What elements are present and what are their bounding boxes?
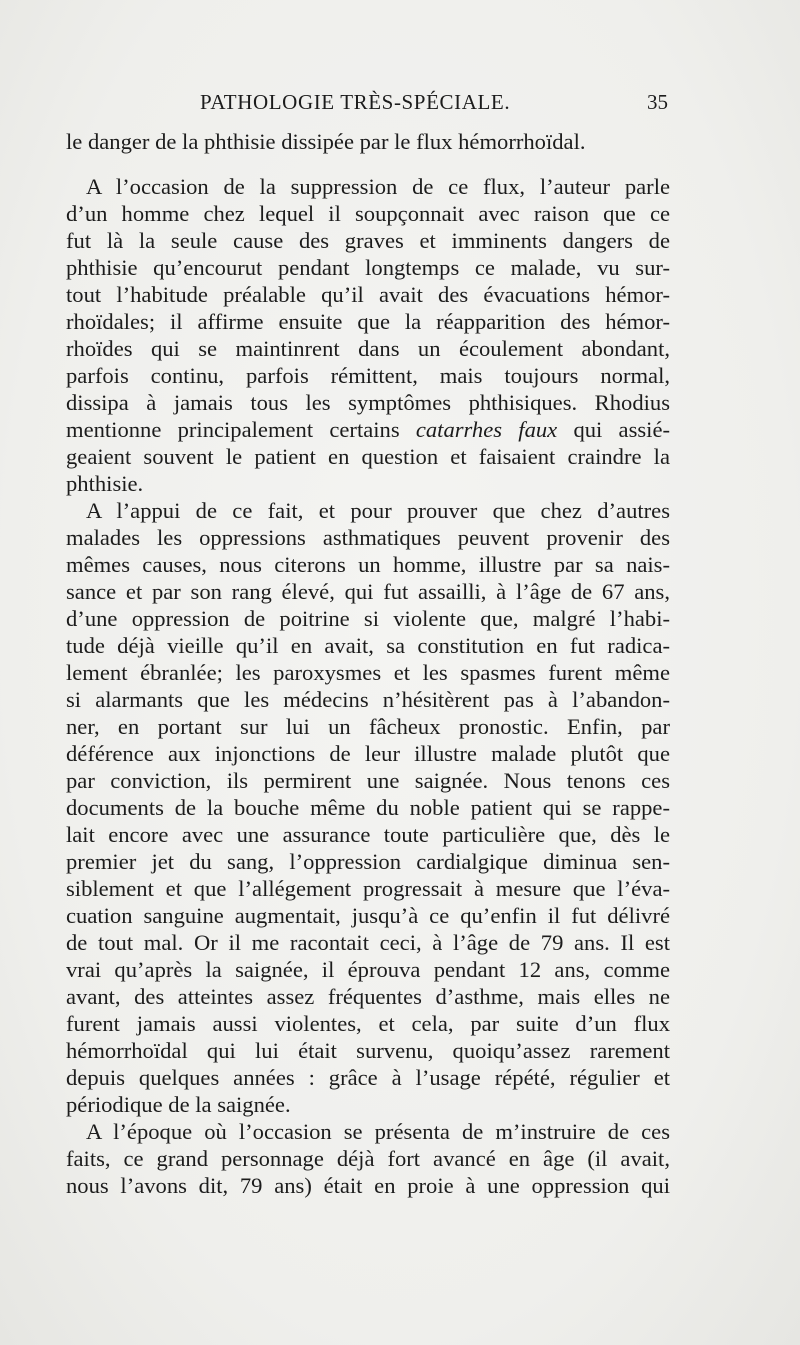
text-line: premier jet du sang, l’oppression cardialgique diminua sen- [66, 849, 670, 874]
text-line: phthisie qu’encourut pendant longtemps ce malade, vu sur- [66, 255, 670, 280]
text-line: A l’époque où l’occasion se présenta de m’instruire de ces [86, 1119, 670, 1144]
text-line: parfois continu, parfois rémittent, mais toujours normal, [66, 363, 670, 388]
text-line: hémorrhoïdal qui lui était survenu, quoiqu’assez rarement [66, 1038, 670, 1063]
text-line: nous l’avons dit, 79 ans) était en proie à une oppression qui [66, 1173, 670, 1198]
text-line: malades les oppressions asthmatiques peuvent provenir des [66, 525, 670, 550]
text-line: fut là la seule cause des graves et imminents dangers de [66, 228, 670, 253]
text-line: d’une oppression de poitrine si violente que, malgré l’habi- [66, 606, 670, 631]
body-text [66, 128, 670, 1199]
text-line: lait encore avec une assurance toute particulière que, dès le [66, 822, 670, 847]
text-line: tout l’habitude préalable qu’il avait des évacuations hémor- [66, 282, 670, 307]
text-line: dissipa à jamais tous les symptômes phthisiques. Rhodius [66, 390, 670, 415]
text-line: avant, des atteintes assez fréquentes d’asthme, mais elles ne [66, 984, 670, 1009]
text-line: périodique de la saignée. [66, 1092, 291, 1117]
text-segment: qui assié- [557, 417, 670, 442]
text-line: par conviction, ils permirent une saignée. Nous tenons ces [66, 768, 670, 793]
text-segment: mentionne principalement certains [66, 417, 416, 442]
page-number: 35 [647, 90, 668, 114]
text-line: déférence aux injonctions de leur illustre malade plutôt que [66, 741, 670, 766]
text-line: siblement et que l’allégement progressait à mesure que l’éva- [66, 876, 670, 901]
text-line: ner, en portant sur lui un fâcheux pronostic. Enfin, par [66, 714, 670, 739]
text-line: rhoïdes qui se maintinrent dans un écoulement abondant, [66, 336, 670, 361]
text-line: tude déjà vieille qu’il en avait, sa constitution en fut radica- [66, 633, 670, 658]
text-line: documents de la bouche même du noble patient qui se rappe- [66, 795, 670, 820]
text-line: sance et par son rang élevé, qui fut assailli, à l’âge de 67 ans, [66, 579, 670, 604]
text-line: rhoïdales; il affirme ensuite que la réapparition des hémor- [66, 309, 670, 334]
text-line: cuation sanguine augmentait, jusqu’à ce qu’enfin il fut délivré [66, 903, 670, 928]
text-line: si alarmants que les médecins n’hésitèrent pas à l’abandon- [66, 687, 670, 712]
text-line: A l’occasion de la suppression de ce flux, l’auteur parle [86, 174, 670, 199]
text-line: mêmes causes, nous citerons un homme, illustre par sa nais- [66, 552, 670, 577]
text-line: d’un homme chez lequel il soupçonnait avec raison que ce [66, 201, 670, 226]
text-line-with-italic [66, 416, 670, 443]
text-line: de tout mal. Or il me racontait ceci, à l’âge de 79 ans. Il est [66, 930, 670, 955]
text-line: phthisie. [66, 471, 144, 496]
text-line: A l’appui de ce fait, et pour prouver que chez d’autres [86, 498, 670, 523]
running-head [60, 90, 668, 120]
text-line: depuis quelques années : grâce à l’usage répété, régulier et [66, 1065, 670, 1090]
text-line: vrai qu’après la saignée, il éprouva pendant 12 ans, comme [66, 957, 670, 982]
text-line: faits, ce grand personnage déjà fort avancé en âge (il avait, [66, 1146, 670, 1171]
text-line: le danger de la phthisie dissipée par le flux hémorrhoïdal. [66, 129, 586, 154]
italic-term: catarrhes faux [415, 417, 558, 442]
text-line: furent jamais aussi violentes, et cela, par suite d’un flux [66, 1011, 670, 1036]
text-line: geaient souvent le patient en question et faisaient craindre la [66, 444, 670, 469]
running-title: PATHOLOGIE TRÈS-SPÉCIALE. [200, 90, 511, 114]
text-line: lement ébranlée; les paroxysmes et les spasmes furent même [66, 660, 670, 685]
